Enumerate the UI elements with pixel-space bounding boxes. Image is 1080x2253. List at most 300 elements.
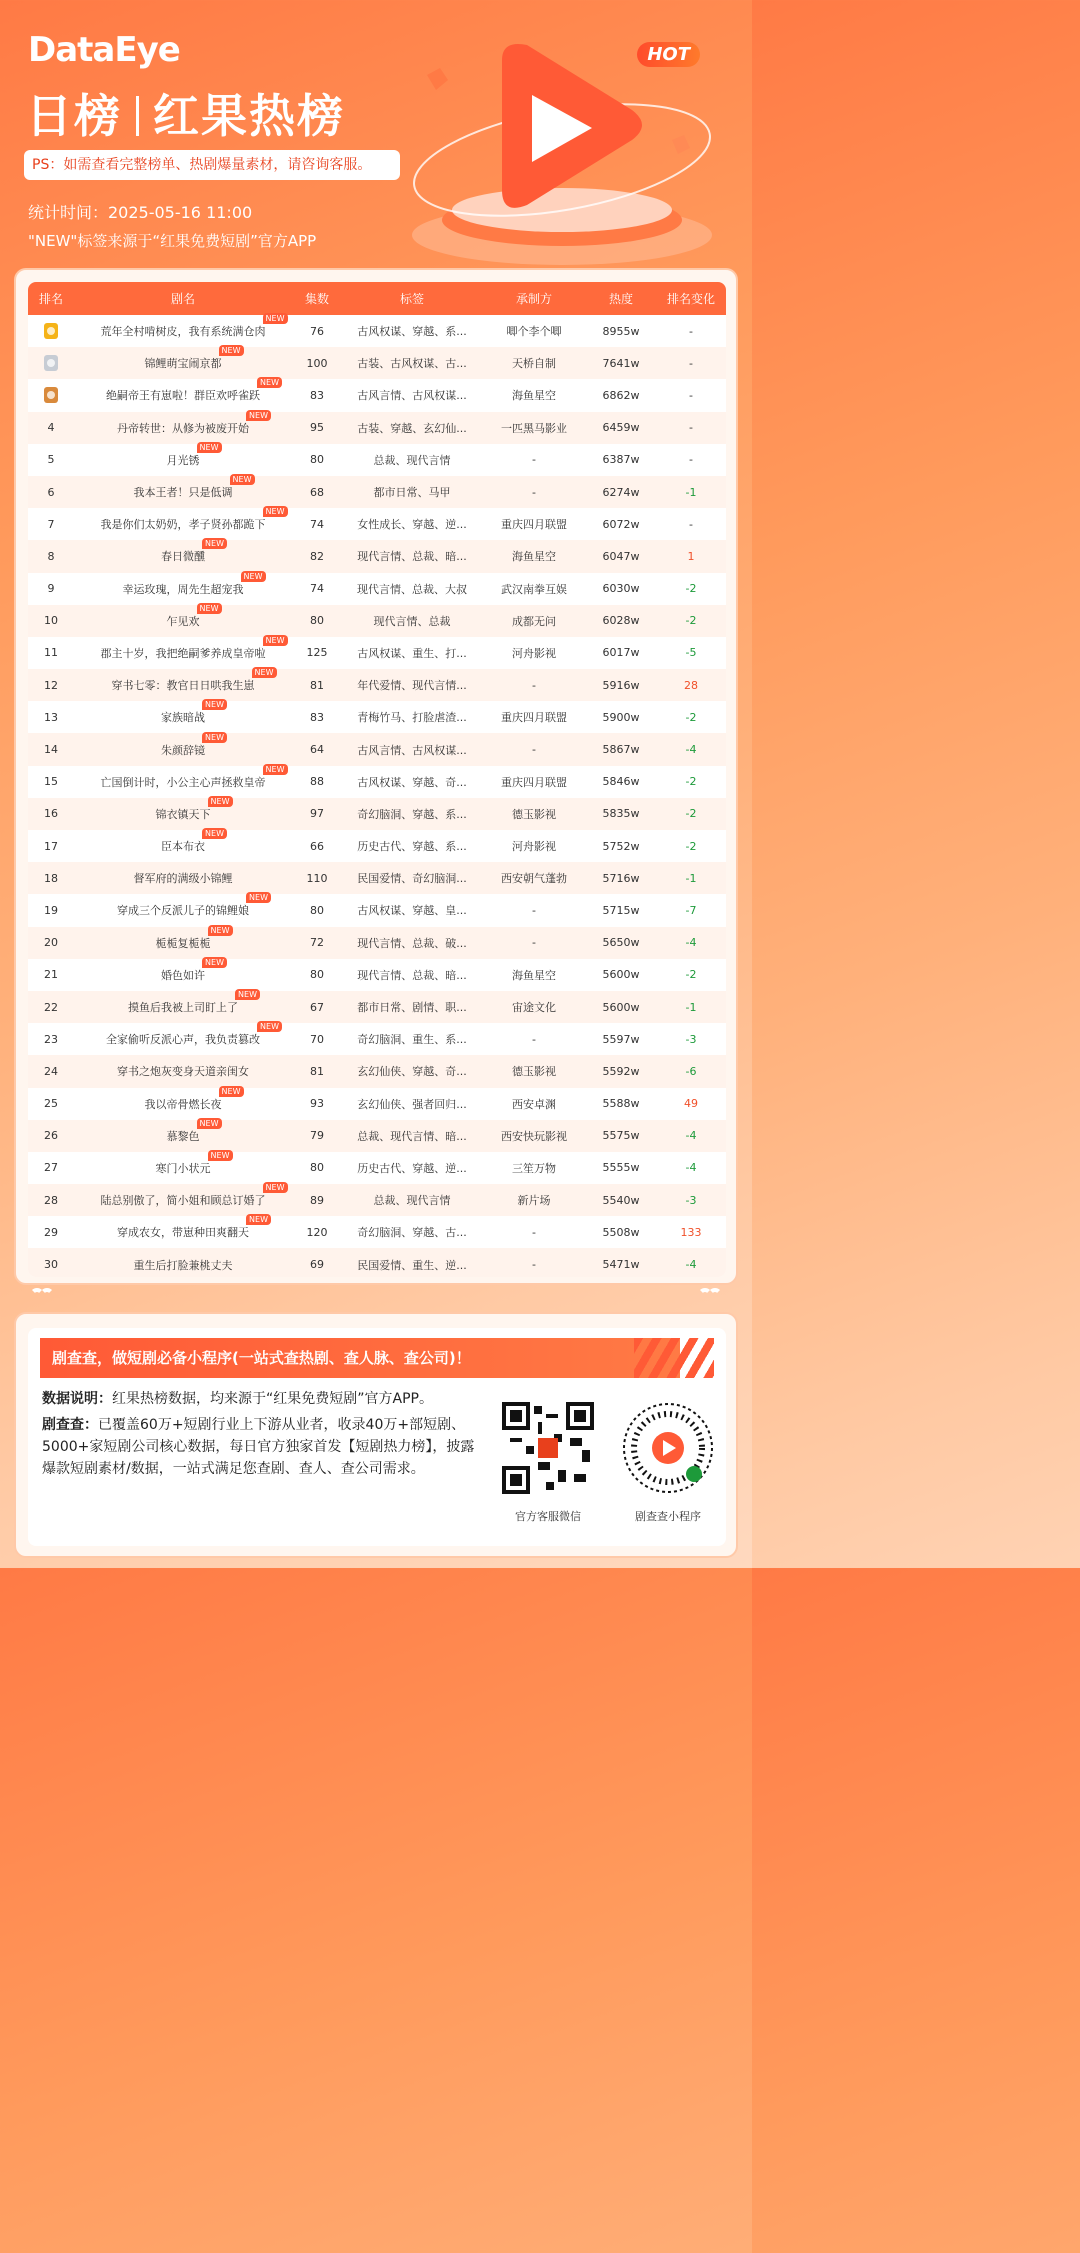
episodes-cell: 66 [310,839,324,853]
table-row [28,1184,726,1216]
rank-change-cell: 1 [687,549,695,563]
episodes-cell: 76 [310,324,324,338]
tags-cell: 古装、古风权谋、古... [357,357,467,371]
title-separator [136,96,139,136]
tags-cell: 民国爱情、重生、逆... [357,1258,467,1272]
rank-cell: 19 [44,903,58,917]
heat-cell: 6047w [602,549,640,563]
rank-change-cell: -2 [685,710,697,724]
maker-cell: - [532,743,536,757]
table-row [28,573,726,605]
episodes-cell: 79 [310,1129,324,1143]
episodes-cell: 72 [310,936,324,950]
drama-name: 锦衣镇天下 [155,807,211,821]
episodes-cell: 83 [310,710,324,724]
rank-cell: 26 [44,1129,58,1143]
wechat-qr-code-icon [502,1402,594,1494]
desc-text-jcc: 已覆盖60万+短剧行业上下游从业者，收录40万+部短剧、5000+家短剧公司核心数据，每日官方独家首发【短剧热力榜】，披露爆款短剧素材/数据，一站式满足您查剧、查人、查公司需求。 [42,1417,475,1477]
new-badge: NEW [202,699,227,710]
drama-name-cell [74,379,292,411]
maker-cell: 重庆四月联盟 [501,775,567,789]
rank-cell: 4 [47,421,55,435]
new-badge: NEW [197,1118,222,1129]
table-row [28,1248,726,1277]
table-header-row [28,282,726,315]
drama-name-cell [74,927,292,959]
drama-name: 摸鱼后我被上司盯上了 [128,1001,238,1015]
stat-time: 统计时间：2025-05-16 11:00 [28,203,253,222]
drama-name-wrap [100,1183,285,1208]
rank-cell [28,347,74,379]
new-badge: NEW [197,603,222,614]
drama-name: 臣本布衣 [161,840,205,854]
drama-name: 穿成农女，带崽种田爽翻天 [117,1226,249,1240]
drama-name-wrap [117,1063,249,1079]
rank-change-cell: -7 [685,903,697,917]
rank-cell: 15 [44,775,58,789]
new-badge: NEW [257,1021,282,1032]
maker-cell: 河舟影视 [512,646,556,660]
heat-cell: 5597w [602,1032,640,1046]
maker-cell: - [532,936,536,950]
episodes-cell: 80 [310,1161,324,1175]
ranking-card [14,268,738,1285]
rank-cell: 25 [44,1097,58,1111]
drama-name-wrap [117,410,268,436]
rank-cell: 5 [47,453,55,467]
maker-cell: 成都无问 [512,614,556,628]
drama-name-cell [74,862,292,894]
heat-cell: 6017w [602,646,640,660]
tags-cell: 现代言情、总裁、暗... [357,550,467,564]
drama-name-cell [74,637,292,669]
tags-cell: 历史古代、穿越、系... [357,840,467,854]
promo-inner [28,1328,726,1546]
heat-cell: 6030w [602,582,640,596]
drama-name: 陆总别傲了，简小姐和顾总订婚了 [100,1194,266,1208]
drama-name: 郡主十岁，我把绝嗣爹养成皇帝啦 [100,646,266,660]
drama-name-cell [74,669,292,701]
drama-name: 月光锈 [166,453,200,467]
heat-cell: 6028w [602,614,640,628]
rank-cell: 7 [47,517,55,531]
rank-change-cell: -2 [685,582,697,596]
table-row [28,1088,726,1120]
ps-note: PS：如需查看完整榜单、热剧爆量素材，请咨询客服。 [24,150,400,180]
rank-cell: 6 [47,485,55,499]
episodes-cell: 100 [306,356,328,370]
rank-change-cell: -2 [685,968,697,982]
rank-change-cell: -2 [685,614,697,628]
heat-cell: 5471w [602,1258,640,1272]
drama-name-cell [74,1216,292,1248]
drama-name-wrap [117,893,268,918]
rank-change-cell: -1 [685,485,697,499]
header-rank: 排名 [38,292,63,306]
mini-program-code-icon [622,1402,714,1494]
episodes-cell: 67 [310,1000,324,1014]
drama-name-cell [74,1055,292,1087]
drama-name-wrap [155,796,230,822]
episodes-cell: 74 [310,582,324,596]
tags-cell: 都市日常、马甲 [373,486,451,500]
title-right: 红果热榜 [153,89,345,143]
new-badge: NEW [263,506,288,517]
drama-name-wrap [144,1086,241,1112]
heat-cell: 5867w [602,743,640,757]
drama-name-cell [74,540,292,572]
drama-name-wrap [100,314,285,339]
heat-cell: 5588w [602,1097,640,1111]
maker-cell: - [532,1258,536,1272]
tags-cell: 现代言情、总裁、大叔 [357,582,467,596]
rank-change-cell: - [689,324,693,338]
table-row [28,1216,726,1248]
header-name: 剧名 [170,292,195,306]
desc-label-data: 数据说明： [42,1391,112,1407]
tags-cell: 现代言情、总裁、破... [357,936,467,950]
episodes-cell: 82 [310,549,324,563]
rank-cell: 18 [44,871,58,885]
table-row [28,862,726,894]
new-badge: NEW [197,442,222,453]
maker-cell: - [532,1225,536,1239]
drama-name-cell [74,1248,292,1277]
table-row [28,1120,726,1152]
heat-cell: 5835w [602,807,640,821]
gold-medal-icon [44,323,58,339]
tags-cell: 玄幻仙侠、穿越、奇... [357,1065,467,1079]
tags-cell: 古装、穿越、玄幻仙... [357,421,467,435]
table-row [28,798,726,830]
rank-change-cell: -4 [685,1129,697,1143]
drama-name-wrap [161,829,224,854]
new-badge: NEW [202,828,227,839]
rank-change-cell: -1 [685,871,697,885]
episodes-cell: 80 [310,903,324,917]
tags-cell: 古风言情、古风权谋... [357,389,467,403]
rank-cell: 22 [44,1000,58,1014]
episodes-cell: 125 [306,646,328,660]
drama-name-cell [74,733,292,765]
maker-cell: 海鱼星空 [512,968,556,982]
maker-cell: 一匹黑马影业 [501,421,567,435]
heat-cell: 5752w [602,839,640,853]
tags-cell: 奇幻脑洞、穿越、古... [357,1226,467,1240]
tags-cell: 女性成长、穿越、逆... [357,518,467,532]
drama-name-wrap [106,378,279,403]
table-row [28,701,726,733]
table-row [28,830,726,862]
rank-cell: 13 [44,710,58,724]
maker-cell: 海鱼星空 [512,389,556,403]
rank-cell: 16 [44,807,58,821]
rank-cell: 21 [44,968,58,982]
table-row [28,1152,726,1184]
drama-name-cell [74,1088,292,1120]
table-row [28,379,726,411]
maker-cell: - [532,453,536,467]
promo-description [42,1388,482,1480]
tags-cell: 年代爱情、现代言情... [357,679,467,693]
drama-name-wrap [134,870,233,886]
drama-name-wrap [161,700,224,725]
episodes-cell: 83 [310,388,324,402]
maker-cell: 西安快玩影视 [501,1129,567,1143]
drama-name-cell [74,605,292,637]
drama-name-wrap [155,1150,230,1176]
tags-cell: 都市日常、剧情、职... [357,1001,467,1015]
episodes-cell: 120 [306,1225,328,1239]
maker-cell: 唧个李个唧 [506,325,562,339]
drama-name-wrap [166,603,219,629]
new-badge: NEW [246,1214,271,1225]
maker-cell: 宙途文化 [512,1001,556,1015]
episodes-cell: 97 [310,807,324,821]
rank-change-cell: 28 [684,678,698,692]
table-row [28,444,726,476]
drama-name: 丹帝转世：从修为被废开始 [117,421,249,435]
drama-name: 栀栀复栀栀 [155,936,211,950]
new-badge: NEW [202,732,227,743]
drama-name-cell [74,894,292,926]
new-badge: NEW [263,313,288,324]
tags-cell: 古风权谋、穿越、系... [357,325,467,339]
promo-banner: 剧查查，做短剧必备小程序(一站式查热剧、查人脉、查公司)！ [40,1338,680,1378]
drama-name-cell [74,991,292,1023]
new-tag-note: "NEW"标签来源于“红果免费短剧”官方APP [28,232,317,250]
maker-cell: - [532,485,536,499]
episodes-cell: 88 [310,775,324,789]
episodes-cell: 64 [310,743,324,757]
dataeye-logo: DataEye [28,30,180,70]
rank-change-cell: -4 [685,1161,697,1175]
rank-cell: 29 [44,1225,58,1239]
header-episodes: 集数 [304,292,329,306]
table-row [28,412,726,444]
drama-name-cell [74,766,292,798]
rank-cell: 28 [44,1193,58,1207]
maker-cell: 新片场 [517,1194,551,1208]
rank-change-cell: - [689,388,693,402]
tags-cell: 玄幻仙侠、强者回归... [357,1097,467,1111]
drama-name: 锦鲤萌宝闹京都 [144,357,222,371]
banner-stripes [634,1338,714,1378]
heat-cell: 5600w [602,1000,640,1014]
drama-name-wrap [128,990,257,1015]
mini-program-label: 剧查查小程序 [635,1510,701,1523]
drama-name-cell [74,347,292,379]
new-badge: NEW [235,989,260,1000]
rank-cell: 14 [44,743,58,757]
heat-cell: 5592w [602,1064,640,1078]
episodes-cell: 74 [310,517,324,531]
tags-cell: 总裁、现代言情 [373,453,451,467]
new-badge: NEW [219,1086,244,1097]
drama-name-wrap [161,732,224,758]
drama-name-cell [74,701,292,733]
heat-cell: 5916w [602,678,640,692]
tags-cell: 民国爱情、奇幻脑洞... [357,872,467,886]
maker-cell: 武汉南拳互娱 [501,582,567,596]
heat-cell: 8955w [602,324,640,338]
drama-name-wrap [100,507,285,532]
rank-change-cell: - [689,421,693,435]
maker-cell: 西安卓渊 [512,1097,556,1111]
table-row [28,1055,726,1087]
rank-cell: 10 [44,614,58,628]
drama-name-wrap [100,635,285,661]
rank-cell: 23 [44,1032,58,1046]
episodes-cell: 81 [310,1064,324,1078]
desc-text-data: 红果热榜数据，均来源于“红果免费短剧”官方APP。 [112,1391,433,1407]
silver-medal-icon [44,355,58,371]
maker-cell: - [532,1032,536,1046]
heat-cell: 6459w [602,421,640,435]
new-badge: NEW [246,892,271,903]
table-row [28,540,726,572]
drama-name-wrap [111,668,274,693]
rank-cell [28,379,74,411]
drama-name: 朱颜辞镜 [161,743,205,757]
drama-name-cell [74,508,292,540]
drama-name: 荒年全村啃树皮，我有系统满仓肉 [100,325,266,339]
new-badge: NEW [252,667,277,678]
promo-card [14,1312,738,1558]
tags-cell: 古风权谋、重生、打... [357,646,467,660]
drama-name: 春日微醺 [161,550,205,564]
ranking-table [28,282,726,1277]
rank-change-cell: -4 [685,1258,697,1272]
rank-change-cell: -4 [685,936,697,950]
new-badge: NEW [263,635,288,646]
table-row [28,669,726,701]
episodes-cell: 80 [310,968,324,982]
maker-cell: 重庆四月联盟 [501,711,567,725]
drama-name: 全家偷听反派心声，我负责篡改 [106,1033,260,1047]
heat-cell: 6072w [602,517,640,531]
ranking-table-wrap [28,282,726,1277]
heat-cell: 5600w [602,968,640,982]
tags-cell: 古风言情、古风权谋... [357,743,467,757]
new-badge: NEW [219,345,244,356]
drama-name-cell [74,476,292,508]
drama-name: 我以帝骨燃长夜 [144,1097,222,1111]
rank-change-cell: -2 [685,839,697,853]
rank-cell: 27 [44,1161,58,1175]
table-row [28,733,726,765]
rank-change-cell: - [689,453,693,467]
new-badge: NEW [202,538,227,549]
tags-cell: 奇幻脑洞、重生、系... [357,1033,467,1047]
table-row [28,605,726,637]
drama-name: 乍见欢 [166,614,200,628]
table-row [28,766,726,798]
episodes-cell: 89 [310,1193,324,1207]
rank-change-cell: -2 [685,775,697,789]
drama-name-wrap [161,957,224,983]
drama-name: 寒门小状元 [155,1161,211,1175]
maker-cell: - [532,678,536,692]
tags-cell: 历史古代、穿越、逆... [357,1161,467,1175]
rank-cell: 9 [47,582,55,596]
rank-cell: 12 [44,678,58,692]
header-change: 排名变化 [666,292,715,306]
rank-cell [28,315,74,347]
maker-cell: - [532,903,536,917]
table-row [28,991,726,1023]
drama-name-cell [74,573,292,605]
rank-change-cell: -4 [685,743,697,757]
heat-cell: 5508w [602,1225,640,1239]
drama-name: 幸运玫瑰，周先生超宠我 [122,582,244,596]
tags-cell: 现代言情、总裁、暗... [357,968,467,982]
new-badge: NEW [257,377,282,388]
header-tags: 标签 [399,292,424,306]
drama-name: 穿成三个反派儿子的锦鲤娘 [117,904,249,918]
drama-name-wrap [155,925,230,951]
heat-cell: 5716w [602,871,640,885]
tags-cell: 总裁、现代言情、暗... [357,1129,467,1143]
maker-cell: 海鱼星空 [512,550,556,564]
drama-name-cell [74,1120,292,1152]
rank-change-cell: -3 [685,1193,697,1207]
new-badge: NEW [208,925,233,936]
new-badge: NEW [208,1150,233,1161]
maker-cell: 河舟影视 [512,840,556,854]
drama-name-cell [74,1184,292,1216]
tags-cell: 古风权谋、穿越、皇... [357,904,467,918]
maker-cell: 德玉影视 [512,807,556,821]
wechat-qr-label: 官方客服微信 [515,1510,581,1523]
drama-name-cell [74,798,292,830]
episodes-cell: 80 [310,614,324,628]
maker-cell: 德玉影视 [512,1065,556,1079]
new-badge: NEW [202,957,227,968]
page-title [26,80,345,146]
rank-cell: 8 [47,549,55,563]
drama-name: 重生后打脸兼桃丈夫 [133,1258,233,1272]
heat-cell: 5650w [602,936,640,950]
drama-name-cell [74,959,292,991]
drama-name-wrap [166,1118,219,1144]
rank-change-cell: - [689,517,693,531]
heat-cell: 5846w [602,775,640,789]
new-badge: NEW [230,474,255,485]
table-row [28,315,726,347]
tags-cell: 现代言情、总裁 [373,614,451,628]
drama-name-cell [74,315,292,347]
table-row [28,959,726,991]
drama-name: 穿书之炮灰变身天道亲闺女 [117,1065,249,1079]
drama-name-cell [74,830,292,862]
table-row [28,1023,726,1055]
bronze-medal-icon [44,387,58,403]
table-row [28,347,726,379]
heat-cell: 7641w [602,356,640,370]
drama-name: 亡国倒计时，小公主心声拯救皇帝 [100,775,266,789]
rank-cell: 20 [44,936,58,950]
new-badge: NEW [208,796,233,807]
episodes-cell: 80 [310,453,324,467]
heat-cell: 5900w [602,710,640,724]
table-row [28,476,726,508]
heat-cell: 6387w [602,453,640,467]
drama-name-wrap [133,475,252,500]
drama-name-cell [74,444,292,476]
drama-name-wrap [117,1215,268,1240]
new-badge: NEW [246,410,271,421]
